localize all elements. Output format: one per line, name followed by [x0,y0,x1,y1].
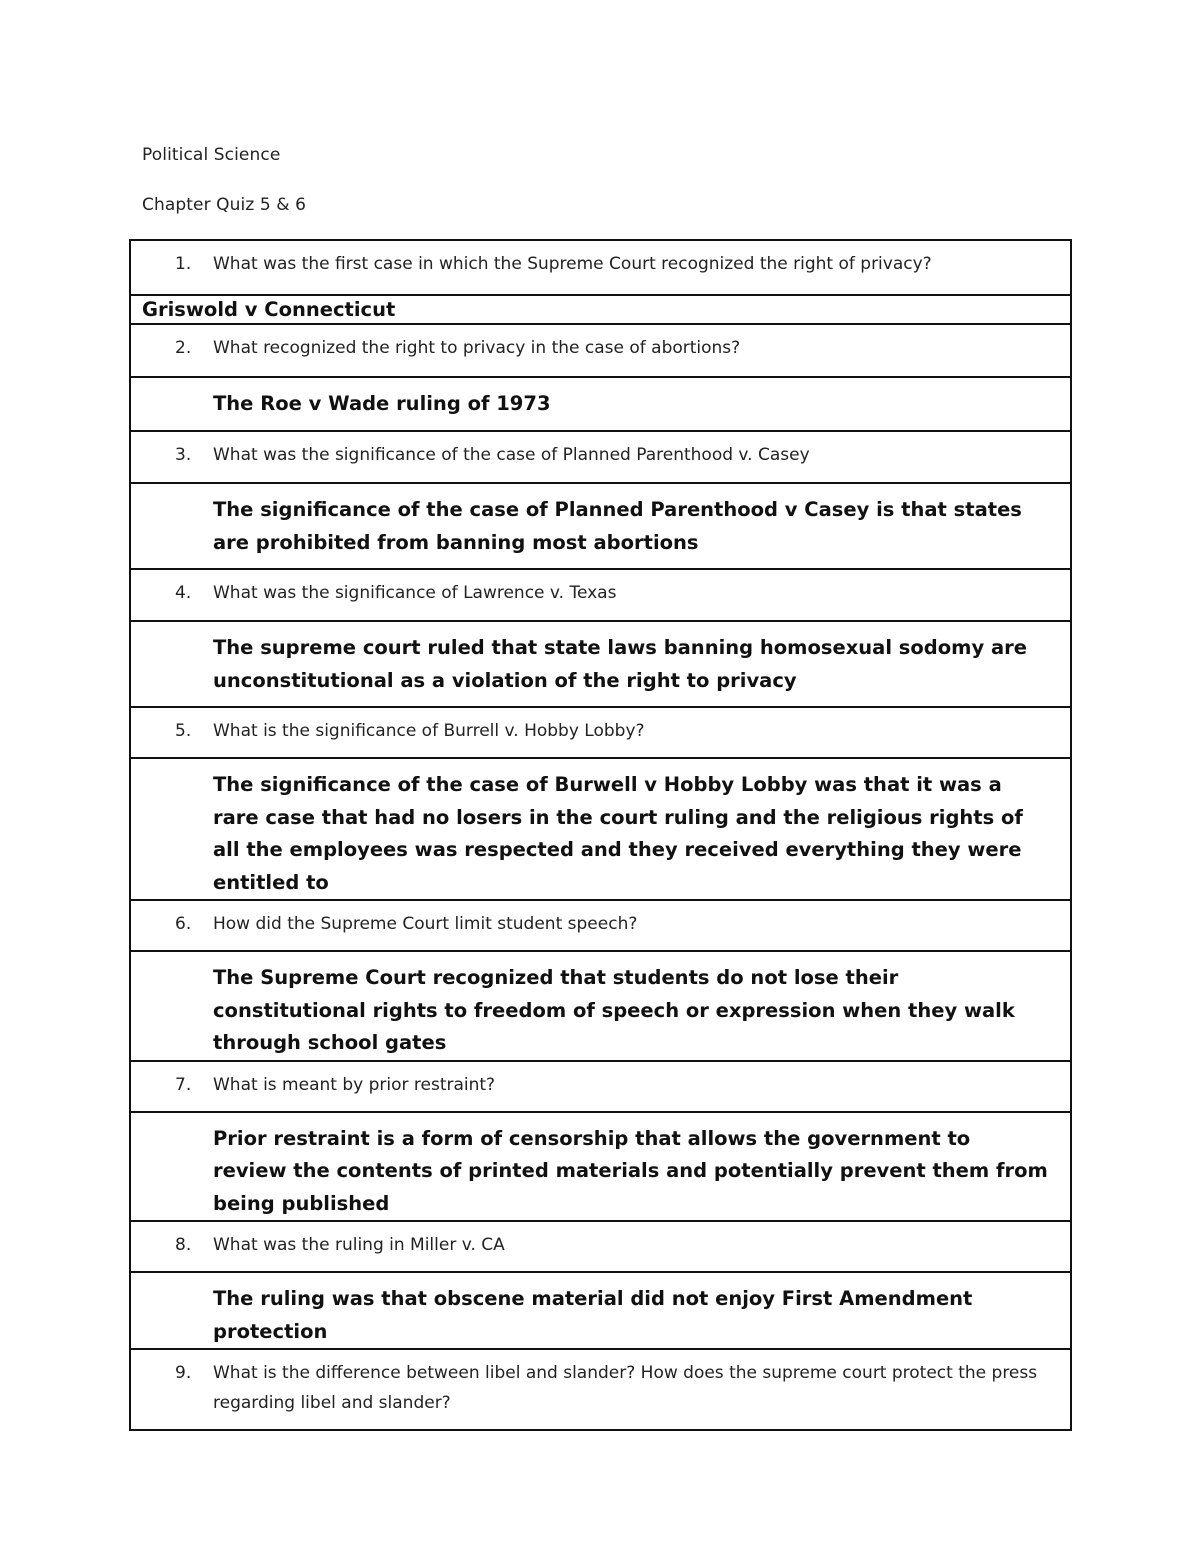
answer-row [130,758,1071,900]
answer-row [130,295,1071,324]
question-row [130,707,1071,758]
question-cell [130,431,1071,483]
answer-row [130,483,1071,569]
question-cell [130,1349,1071,1430]
question-number: 5. [175,721,192,741]
document-title: Chapter Quiz 5 & 6 [142,195,307,215]
question-row [130,900,1071,951]
question-text: What was the significance of the case of Planned Parenthood v. Casey [213,445,810,465]
answer-cell: Griswold v Connecticut [130,295,1071,324]
answer-cell: The ruling was that obscene material did not enjoy First Amendment protection [130,1272,1071,1349]
document-subject: Political Science [142,145,281,165]
question-text: What was the ruling in Miller v. CA [213,1235,505,1255]
question-text: What is the difference between libel and slander? How does the supreme court protect the press regarding libel and slander? [213,1363,1038,1413]
question-number: 7. [175,1074,192,1095]
question-cell [130,240,1071,295]
answer-cell: The supreme court ruled that state laws banning homosexual sodomy are unconstitutional as a violation of the right to privacy [130,621,1071,707]
question-number: 6. [175,914,192,934]
question-cell [130,707,1071,758]
question-number: 4. [175,583,192,603]
answer-cell: The Supreme Court recognized that students do not lose their constitutional rights to freedom of speech or expression when they walk through school gates [130,951,1071,1061]
question-text: What was the significance of Lawrence v. Texas [213,583,617,603]
answer-cell: The Roe v Wade ruling of 1973 [130,377,1071,431]
question-row [130,569,1071,621]
question-row [130,1061,1071,1112]
question-text: What is meant by prior restraint? [213,1074,496,1095]
question-row [130,1349,1071,1430]
question-text: What is the significance of Burrell v. Hobby Lobby? [213,721,645,741]
question-number: 1. [175,254,192,274]
answer-row [130,621,1071,707]
question-cell [130,569,1071,621]
question-cell [130,1061,1071,1112]
question-number: 2. [175,338,192,358]
question-row [130,1221,1071,1272]
answer-row [130,1272,1071,1349]
answer-row [130,951,1071,1061]
question-text: What recognized the right to privacy in the case of abortions? [213,338,741,358]
question-cell [130,900,1071,951]
question-text: What was the first case in which the Supreme Court recognized the right of privacy? [213,254,932,274]
answer-row [130,377,1071,431]
question-row [130,240,1071,295]
question-row [130,324,1071,377]
answer-cell: The significance of the case of Burwell v Hobby Lobby was that it was a rare case that had no losers in the court ruling and the religious rights of all the employees was respected and they received everything they were entitled to [130,758,1071,900]
question-number: 8. [175,1235,192,1255]
answer-row [130,1112,1071,1222]
question-cell [130,1221,1071,1272]
question-number: 3. [175,445,192,465]
answer-cell: The significance of the case of Planned Parenthood v Casey is that states are prohibited from banning most abortions [130,483,1071,569]
question-number: 9. [175,1363,192,1383]
answer-cell: Prior restraint is a form of censorship that allows the government to review the contents of printed materials and potentially prevent them from being published [130,1112,1071,1222]
quiz-table [129,239,1072,1431]
question-cell [130,324,1071,377]
question-text: How did the Supreme Court limit student speech? [213,914,638,934]
question-row [130,431,1071,483]
